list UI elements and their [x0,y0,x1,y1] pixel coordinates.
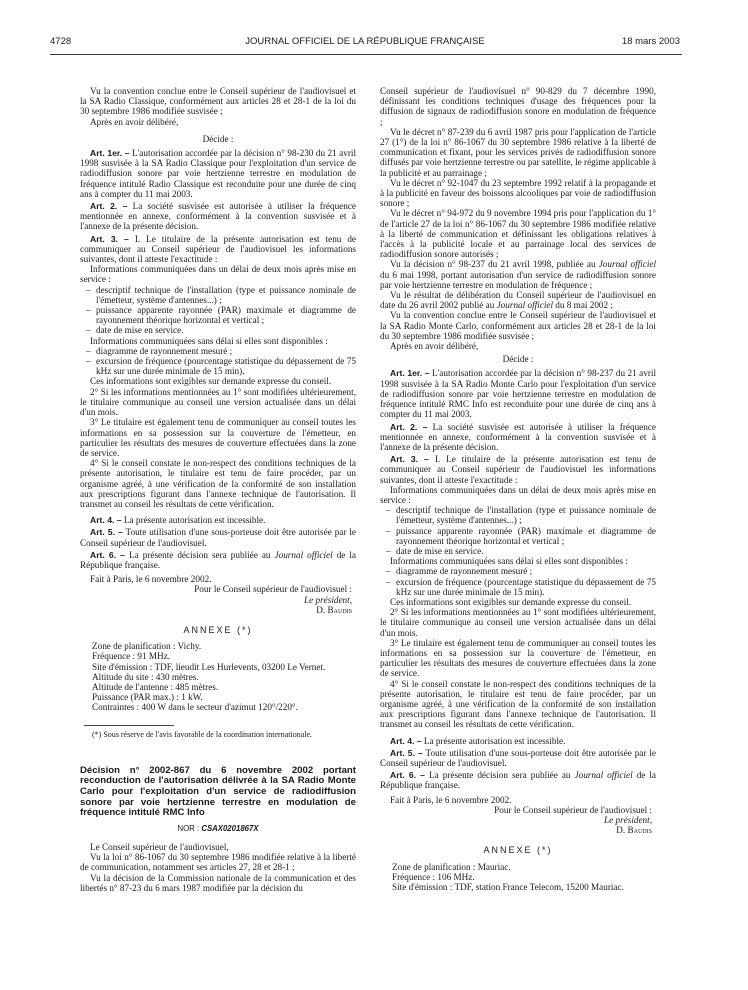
paragraph-text: Vu le résultat de délibération du Conseil supérieur de l'audiovisuel en date du 26 avril 2002 publié au [380,290,656,311]
left-column [80,86,356,990]
article-label: Art. 4. – [90,515,122,526]
nor-code: CSAX0201867X [201,823,259,833]
article-3 [380,454,656,485]
paragraph: Informations communiquées sans délai si elles sont disponibles : [390,556,628,567]
signature-title [380,815,656,825]
nor-reference [80,824,356,834]
signature-line: Pour le Conseil supérieur de l'audiovisuel : [494,804,652,815]
paragraph: Vu le décret n° 87-239 du 6 avril 1987 pris pour l'application de l'article 27 (1°) de la loi n° 86-1067 du 30 septembre 1986 relative à la liberté de communication et fixant, pour les services privés de radiodiffusion sonore diffusés par voie hertzienne terrestre ou par satellite, le régime applicable à la publicité et au parrainage ; [380,126,656,178]
decide-heading: Décide : [502,354,534,365]
annexe-field: Zone de planification : Mauriac. [392,861,511,872]
article-4 [80,515,356,525]
page-number: 4728 [50,36,72,47]
article-label: Art. 5. – [390,747,423,758]
annexe-field: Site d'émission : TDF, lieudit Les Hurlevents, 03200 Le Vernet. [92,661,326,672]
article-label: Art. 5. – [90,527,123,538]
annexe-field: Fréquence : 106 MHz. [392,871,475,882]
article-text: La présente autorisation est incessible. [123,515,266,526]
paragraph: Le Conseil supérieur de l'audiovisuel, [90,841,229,852]
article-1 [80,148,356,199]
article-text: Toute utilisation d'une sous-porteuse doit être autorisée par le Conseil supérieur de l'audiovisuel. [380,747,656,768]
list-item: – diagramme de rayonnement mesuré ; [80,346,356,356]
list-item: – date de mise en service. [80,325,356,335]
header-rule [50,54,682,55]
article-text: L'autorisation accordée par la décision n° 98-237 du 21 avril 1998 susvisée à la SA Radio Monte Carlo pour l'exploitation d'un service de radiodiffusion sonore par voie hertzienne terrestre en modulation de fréquence intitulé RMC Info est reconduite pour une durée de cinq ans à compter du 11 mai 2003. [380,368,656,420]
list-item: – puissance apparente rayonnée (PAR) maximale et diagramme de rayonnement théorique horizontal et vertical ; [80,305,356,325]
article-text: La présente décision sera publiée au [429,770,575,781]
nor-label: NOR : [177,823,200,833]
place-date: Fait à Paris, le 6 novembre 2002. [390,794,512,805]
paragraph: 2° Si les informations mentionnées au 1° sont modifiées ultérieurement, le titulaire communique au conseil une version actualisée dans un délai d'un mois. [380,607,656,638]
paragraph: Vu le décret n° 94-972 du 9 novembre 1994 pris pour l'application du 1° de l'article 27 de la loi n° 86-1067 du 30 septembre 1986 modifiée relative à la liberté de communication et définissant les obligations relatives à l'accès à la publicité locale et au parrainage local des services de radiodiffusion sonore autorisés ; [380,208,656,260]
article-5 [380,748,656,768]
signature-title-text: Le président, [304,594,352,605]
paragraph: Informations communiquées sans délai si elles sont disponibles : [90,335,328,346]
paragraph: 3° Le titulaire est également tenu de communiquer au conseil toutes les informations en sa possession sur la couverture de l'émetteur, en particulier les résultats des mesures de couverture effectuées dans la zone de service. [80,417,356,458]
article-label: Art. 2. – [390,421,428,432]
article-text: Toute utilisation d'une sous-porteuse doit être autorisée par le Conseil supérieur de l'audiovisuel. [80,527,356,548]
journal-title: JOURNAL OFFICIEL DE LA RÉPUBLIQUE FRANÇAISE [245,36,485,47]
place-date: Fait à Paris, le 6 novembre 2002. [90,574,212,585]
article-6 [380,770,656,790]
article-label: Art. 6. – [390,770,425,781]
annexe-heading: ANNEXE (*) [483,845,553,856]
list-item: – diagramme de rayonnement mesuré ; [380,566,656,576]
paragraph: Conseil supérieur de l'audiovisuel n° 90-829 du 7 décembre 1990, définissant les conditions techniques d'usage des fréquences pour la diffusion de signaux de radiodiffusion sonore en modulation de fréquence ; [380,86,656,127]
list-item: – puissance apparente rayonnée (PAR) maximale et diagramme de rayonnement théorique horizontal et vertical ; [380,526,656,546]
paragraph: Vu la convention conclue entre le Conseil supérieur de l'audiovisuel et la SA Radio Classique, conformément aux articles 28 et 28-1 de la loi du 30 septembre 1986 modifiée susvisée ; [80,86,356,117]
list-item: – excursion de fréquence (pourcentage statistique du dépassement de 75 kHz sur une durée minimale de 15 min). [80,356,356,376]
annexe-field: Site d'émission : TDF, station France Telecom, 15200 Mauriac. [392,882,624,893]
footnote-rule [84,725,174,726]
decide-heading: Décide : [202,133,234,144]
annexe-field: Fréquence : 91 MHz. [92,651,171,662]
paragraph: Informations communiquées dans un délai de deux mois après mise en service : [380,484,656,505]
paragraph-text: Vu la décision n° 98-237 du 21 avril 1998, publiée au [390,259,599,270]
paragraph: Vu la loi n° 86-1067 du 30 septembre 1986 modifiée relative à la liberté de communication, notamment ses articles 27, 28 et 28-1 ; [80,852,356,873]
article-label: Art. 3. – [390,454,429,465]
footnote: (*) Sous réserve de l'avis favorable de la coordination internationale. [92,729,313,739]
article-3 [80,234,356,265]
article-label: Art. 6. – [90,549,125,560]
article-text: La société susvisée est autorisée à utiliser la fréquence mentionnée en annexe, conformément à la convention susvisée et à l'annexe de la présente décision. [80,201,356,232]
article-text: de la République française. [380,770,656,791]
article-5 [80,527,356,547]
paragraph: Informations communiquées dans un délai de deux mois après mise en service : [80,264,356,285]
paragraph [380,259,656,290]
annexe-field: Altitude de l'antenne : 485 mètres. [92,681,219,692]
annexe-field: Contraintes : 400 W dans le secteur d'azimut 120°/220°. [92,702,298,713]
article-text: La société susvisée est autorisée à utiliser la fréquence mentionnée en annexe, conformément à la convention susvisée et à l'annexe de la présente décision. [380,421,656,452]
paragraph [380,290,656,310]
paragraph: 2° Si les informations mentionnées au 1° sont modifiées ultérieurement, le titulaire communique au conseil une version actualisée dans un délai d'un mois. [80,386,356,418]
annexe-field: Altitude du site : 430 mètres. [92,671,199,682]
signature-line: Pour le Conseil supérieur de l'audiovisuel : [194,584,352,595]
article-label: Art. 2. – [90,201,128,212]
journal-name: Journal officiel [496,300,553,311]
article-label: Art. 4. – [390,735,422,746]
signature-name: D. Baudis [616,825,652,836]
signature-name: D. Baudis [316,604,352,615]
list-item: – descriptif technique de l'installation (type et puissance nominale de l'émetteur, système d'antennes...) ; [380,505,656,525]
paragraph: Ces informations sont exigibles sur demande expresse du conseil. [390,596,632,607]
journal-name: Journal officiel [598,259,656,270]
paragraph: Après en avoir délibéré, [90,116,179,127]
annexe-heading: ANNEXE (*) [183,624,253,635]
article-text: de la République française. [80,549,356,570]
article-text: La présente autorisation est incessible. [423,735,566,746]
article-label: Art. 3. – [90,233,129,244]
article-2 [380,422,656,453]
paragraph-text: du 8 mai 2002 ; [553,300,613,311]
paragraph: Après en avoir délibéré, [390,341,479,352]
paragraph: 3° Le titulaire est également tenu de communiquer au conseil toutes les informations en sa possession sur la couverture de l'émetteur, en particulier les résultats des mesures de couverture effectuées dans la zone de service. [380,637,656,679]
right-column [380,86,656,990]
journal-name: Journal officiel [574,770,633,781]
article-2 [80,201,356,232]
article-label: Art. 1er. – [390,368,430,379]
paragraph: Vu la convention conclue entre le Conseil supérieur de l'audiovisuel et la SA Radio Monte Carlo, conformément aux articles 28 et 28-1 de la loi du 30 septembre 1986 modifiée susvisée ; [380,310,656,341]
page-header [50,36,680,52]
list-item: – excursion de fréquence (pourcentage statistique du dépassement de 75 kHz sur une durée minimale de 15 min). [380,577,656,597]
list-item: – descriptif technique de l'installation (type et puissance nominale de l'émetteur, système d'antennes...) ; [80,285,356,305]
paragraph: 4° Si le conseil constate le non-respect des conditions techniques de la présente autorisation, le titulaire est tenu de faire procéder, par un organisme agréé, à une vérification de la conformité de son installation aux prescriptions figurant dans l'annexe technique de l'autorisation. Il transmet au conseil les résultats de cette vérification. [380,678,656,730]
article-text: L'autorisation accordée par la décision n° 98-230 du 21 avril 1998 susvisée à la SA Radio Classique pour l'exploitation d'un service de radiodiffusion sonore par voie hertzienne terrestre en modulation de fréquence intitulé Radio Classique est reconduite pour une durée de cinq ans à compter du 11 mai 2003. [80,148,356,199]
article-text: I. Le titulaire de la présente autorisation est tenu de communiquer au Conseil supérieur de l'audiovisuel les informations suivantes, dont il atteste l'exactitude : [80,233,356,265]
decision-title: Décision n° 2002-867 du 6 novembre 2002 portant reconduction de l'autorisation délivrée à la SA Radio Monte Carlo pour l'exploitation d'un service de radiodiffusion sonore par voie hertzienne terrestre en modulation de fréquence intitulé RMC Info [80,764,356,819]
annexe-field: Zone de planification : Vichy. [92,641,202,652]
article-text: La présente décision sera publiée au [129,549,275,560]
annexe-field: Puissance (PAR max.) : 1 kW. [92,692,203,703]
paragraph: Ces informations sont exigibles sur demande expresse du conseil. [90,376,332,387]
paragraph: Vu le décret n° 92-1047 du 23 septembre 1992 relatif à la propagande et à la publicité en faveur des boissons alcooliques par voie de radiodiffusion sonore ; [380,177,656,209]
article-6 [80,550,356,570]
article-label: Art. 1er. – [90,148,130,159]
article-text: I. Le titulaire de la présente autorisation est tenu de communiquer au Conseil supérieur de l'audiovisuel les informations suivantes, dont il atteste l'exactitude : [380,454,656,485]
article-4 [380,736,656,746]
paragraph: Vu la décision de la Commission nationale de la communication et des libertés n° 87-23 du 6 mars 1987 modifiée par la décision du [80,872,356,893]
issue-date: 18 mars 2003 [621,36,680,47]
list-item: – date de mise en service. [380,546,656,556]
paragraph-text: du 6 mai 1998, portant autorisation d'un service de radiodiffusion sonore par voie hertzienne terrestre en modulation de fréquence ; [380,269,656,290]
signature-title-text: Le président, [604,815,652,826]
signature-title [80,595,356,605]
article-1 [380,368,656,419]
journal-name: Journal officiel [274,549,333,560]
paragraph: 4° Si le conseil constate le non-respect des conditions techniques de la présente autorisation, le titulaire est tenu de faire procéder, par un organisme agréé, à une vérification de la conformité de son installation aux prescriptions figurant dans l'annexe technique de l'autorisation. Il transmet au conseil les résultats de cette vérification. [80,458,356,509]
